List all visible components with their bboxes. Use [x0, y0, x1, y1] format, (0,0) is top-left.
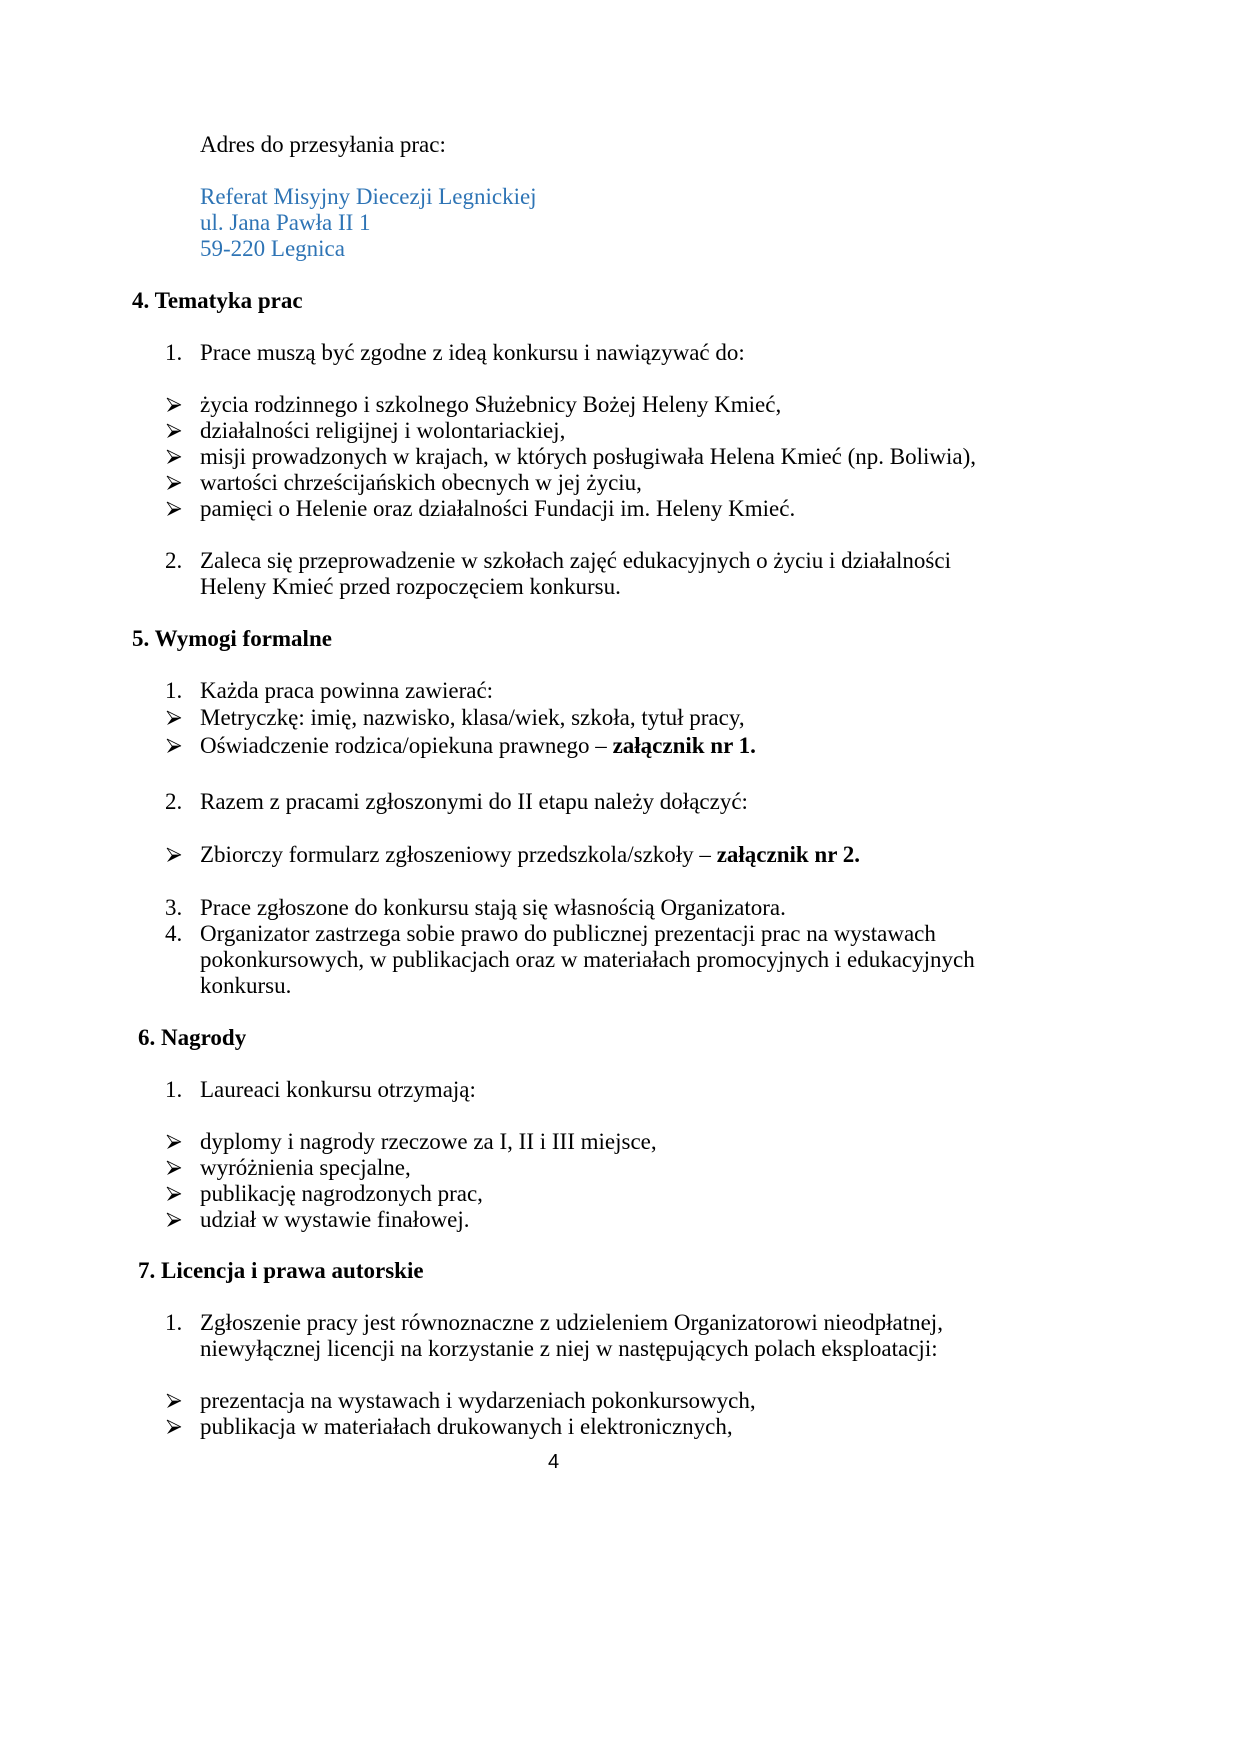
- bullet-item: udział w wystawie finałowej.: [200, 1207, 470, 1232]
- bullet-item: publikację nagrodzonych prac,: [200, 1181, 483, 1206]
- section-heading-5: 5. Wymogi formalne: [132, 626, 332, 651]
- arrow-bullet-icon: [165, 422, 183, 440]
- bullet-item: misji prowadzonych w krajach, w których posługiwała Helena Kmieć (np. Boliwia),: [200, 444, 977, 469]
- attachment-reference: załącznik nr 1.: [612, 733, 756, 758]
- bullet-item: dyplomy i nagrody rzeczowe za I, II i III miejsce,: [200, 1129, 657, 1154]
- bullet-item: wyróżnienia specjalne,: [200, 1155, 411, 1180]
- list-item-text-continued: niewyłącznej licencji na korzystanie z niej w następujących polach eksploatacji:: [200, 1336, 938, 1361]
- arrow-bullet-icon: [165, 1392, 183, 1410]
- list-number: 1.: [165, 678, 183, 703]
- list-item-text: Organizator zastrzega sobie prawo do publicznej prezentacji prac na wystawach: [200, 921, 936, 946]
- arrow-bullet-icon: [165, 448, 183, 466]
- bullet-item: Oświadczenie rodzica/opiekuna prawnego – załącznik nr 1.: [200, 733, 756, 758]
- list-item-text-continued: Heleny Kmieć przed rozpoczęciem konkursu.: [200, 574, 621, 599]
- section-heading-6: 6. Nagrody: [138, 1025, 247, 1050]
- bullet-item: życia rodzinnego i szkolnego Służebnicy Bożej Heleny Kmieć,: [200, 392, 782, 417]
- arrow-bullet-icon: [165, 709, 183, 727]
- list-item-text: Prace zgłoszone do konkursu stają się własnością Organizatora.: [200, 895, 786, 920]
- bullet-item: Metryczkę: imię, nazwisko, klasa/wiek, szkoła, tytuł pracy,: [200, 705, 745, 730]
- bullet-item: pamięci o Helenie oraz działalności Fundacji im. Heleny Kmieć.: [200, 496, 796, 521]
- list-item-text-continued: konkursu.: [200, 973, 292, 998]
- arrow-bullet-icon: [165, 474, 183, 492]
- address-line-city: 59-220 Legnica: [200, 236, 345, 261]
- page-number: 4: [548, 1451, 560, 1473]
- arrow-bullet-icon: [165, 1133, 183, 1151]
- arrow-bullet-icon: [165, 500, 183, 518]
- bullet-item: publikacja w materiałach drukowanych i elektronicznych,: [200, 1414, 733, 1439]
- arrow-bullet-icon: [165, 1211, 183, 1229]
- bullet-item: wartości chrześcijańskich obecnych w jej życiu,: [200, 470, 642, 495]
- list-item-text: Prace muszą być zgodne z ideą konkursu i nawiązywać do:: [200, 340, 745, 365]
- arrow-bullet-icon: [165, 1159, 183, 1177]
- arrow-bullet-icon: [165, 846, 183, 864]
- list-item-text: Laureaci konkursu otrzymają:: [200, 1077, 476, 1102]
- address-line-organization: Referat Misyjny Diecezji Legnickiej: [200, 184, 537, 209]
- address-label: Adres do przesyłania prac:: [200, 132, 446, 157]
- list-item-text: Każda praca powinna zawierać:: [200, 678, 494, 703]
- list-number: 1.: [165, 1077, 183, 1102]
- list-number: 2.: [165, 548, 183, 573]
- section-heading-7: 7. Licencja i prawa autorskie: [138, 1258, 424, 1283]
- list-number: 2.: [165, 789, 183, 814]
- section-heading-4: 4. Tematyka prac: [132, 288, 303, 313]
- list-item-text: Razem z pracami zgłoszonymi do II etapu należy dołączyć:: [200, 789, 748, 814]
- list-number: 3.: [165, 895, 183, 920]
- list-number: 1.: [165, 1310, 183, 1335]
- bullet-item: działalności religijnej i wolontariackiej,: [200, 418, 566, 443]
- list-number: 4.: [165, 921, 183, 946]
- address-line-street: ul. Jana Pawła II 1: [200, 210, 371, 235]
- arrow-bullet-icon: [165, 1185, 183, 1203]
- list-item-text: Zgłoszenie pracy jest równoznaczne z udzieleniem Organizatorowi nieodpłatnej,: [200, 1310, 943, 1335]
- list-number: 1.: [165, 340, 183, 365]
- arrow-bullet-icon: [165, 737, 183, 755]
- arrow-bullet-icon: [165, 396, 183, 414]
- list-item-text-continued: pokonkursowych, w publikacjach oraz w materiałach promocyjnych i edukacyjnych: [200, 947, 975, 972]
- bullet-item: Zbiorczy formularz zgłoszeniowy przedszkola/szkoły – załącznik nr 2.: [200, 842, 861, 867]
- attachment-reference: załącznik nr 2.: [716, 842, 861, 867]
- bullet-item: prezentacja na wystawach i wydarzeniach pokonkursowych,: [200, 1388, 756, 1413]
- list-item-text: Zaleca się przeprowadzenie w szkołach zajęć edukacyjnych o życiu i działalności: [200, 548, 951, 573]
- arrow-bullet-icon: [165, 1418, 183, 1436]
